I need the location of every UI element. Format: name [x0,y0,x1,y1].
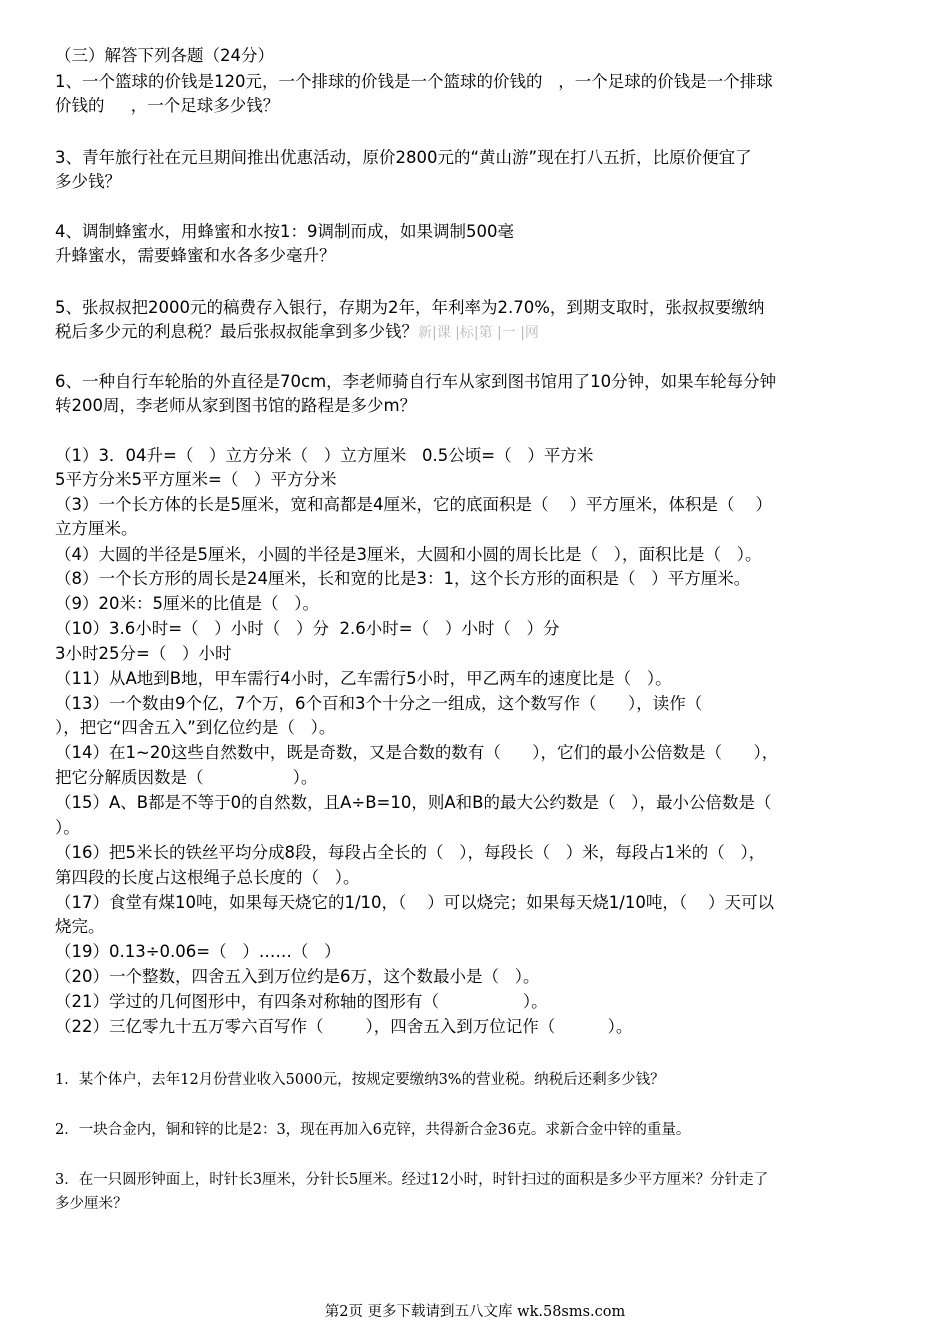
fill-blank-line: （8）一个长方形的周长是24厘米，长和宽的比是3：1，这个长方形的面积是（ ）平方厘米。 [55,569,751,588]
fill-blank-line: （20）一个整数，四舍五入到万位约是6万，这个数最小是（ ）。 [55,967,540,986]
fill-blank-line: （17）食堂有煤10吨，如果每天烧它的1/10，（ ）可以烧完；如果每天烧1/10吨，（ ）天可以 [55,893,775,912]
problem-line: 多少钱？ [55,172,121,191]
fill-blank-line: （11）从A地到B地，甲车需行4小时，乙车需行5小时，甲乙两车的速度比是（ ）。 [55,669,672,688]
problem-line [55,320,539,345]
problem-line: 5、张叔叔把2000元的稿费存入银行，存期为2年，年利率为2.70%，到期支取时，张叔叔要缴纳 [55,298,765,317]
problem-line: 转200周，李老师从家到图书馆的路程是多少m？ [55,396,417,415]
problem-line: 1、一个篮球的价钱是120元，一个排球的价钱是一个篮球的价钱的 ，一个足球的价钱是一个排球 [55,72,773,91]
fill-blank-line: （1）3．04升=（ ）立方分米（ ）立方厘米 0.5公顷=（ ）平方米 [55,446,594,465]
fill-blank-line: 烧完。 [55,917,105,936]
fill-blank-line: 3小时25分=（ ）小时 [55,644,232,663]
fill-blank-line: （16）把5米长的铁丝平均分成8段，每段占全长的（ ），每段长（ ）米，每段占1米的（ ）， [55,843,766,862]
fill-blank-line: ），把它“四舍五入”到亿位约是（ ）。 [55,718,336,737]
fill-blank-line: （21）学过的几何图形中，有四条对称轴的图形有（ ）。 [55,992,548,1011]
fill-blank-line: （19）0.13÷0.06=（ ）……（ ） [55,942,341,961]
problem-line: 价钱的 ，一个足球多少钱？ [55,96,280,115]
fill-blank-line: 5平方分米5平方厘米=（ ）平方分米 [55,470,337,489]
fill-blank-line: 立方厘米。 [55,519,138,538]
fill-blank-line: （9）20米：5厘米的比值是（ ）。 [55,594,319,613]
fill-blank-line: （13）一个数由9个亿，7个万，6个百和3个十分之一组成，这个数写作（ ），读作（ [55,694,703,713]
fill-blank-line: 把它分解质因数是（ ）。 [55,768,318,787]
word-problem-line: 1．某个体户，去年12月份营业收入5000元，按规定要缴纳3%的营业税。纳税后还剩多少钱？ [55,1072,665,1088]
fill-blank-line: （22）三亿零九十五万零六百写作（ ），四舍五入到万位记作（ ）。 [55,1017,633,1036]
word-problem-line: 3．在一只圆形钟面上，时针长3厘米，分针长5厘米。经过12小时，时针扫过的面积是多少平方厘米？分针走了 [55,1172,769,1188]
fill-blank-line: （10）3.6小时=（ ）小时（ ）分 2.6小时=（ ）小时（ ）分 [55,619,560,638]
section-title: （三）解答下列各题（24分） [55,46,274,65]
fill-blank-line: 第四段的长度占这根绳子总长度的（ ）。 [55,868,360,887]
watermark: 新|课 |标|第 |一 |网 [418,325,539,341]
page-footer: 第2页 更多下载请到五八文库 wk.58sms.com [324,1304,626,1320]
problem-text: 税后多少元的利息税？最后张叔叔能拿到多少钱？ [55,322,418,341]
problem-line: 升蜂蜜水，需要蜂蜜和水各多少毫升？ [55,246,336,265]
word-problem-line: 多少厘米？ [55,1196,128,1212]
word-problem-line: 2．一块合金内，铜和锌的比是2：3，现在再加入6克锌，共得新合金36克。求新合金中锌的重量。 [55,1122,691,1138]
fill-blank-line: ）。 [55,818,80,837]
fill-blank-line: （14）在1~20这些自然数中，既是奇数，又是合数的数有（ ），它们的最小公倍数是（ ）， [55,743,779,762]
problem-line: 6、一种自行车轮胎的外直径是70cm，李老师骑自行车从家到图书馆用了10分钟，如果车轮每分钟 [55,372,777,391]
problem-line: 4、调制蜂蜜水，用蜂蜜和水按1：9调制而成，如果调制500毫 [55,222,514,241]
fill-blank-line: （4）大圆的半径是5厘米，小圆的半径是3厘米，大圆和小圆的周长比是（ ），面积比是（ ）。 [55,545,762,564]
problem-line: 3、青年旅行社在元旦期间推出优惠活动，原价2800元的“黄山游”现在打八五折，比原价便宜了 [55,148,752,167]
fill-blank-line: （3）一个长方体的长是5厘米，宽和高都是4厘米，它的底面积是（ ）平方厘米，体积是（ ） [55,495,772,514]
fill-blank-line: （15）A、B都是不等于0的自然数，且A÷B=10，则A和B的最大公约数是（ ），最小公倍数是（ [55,793,772,812]
